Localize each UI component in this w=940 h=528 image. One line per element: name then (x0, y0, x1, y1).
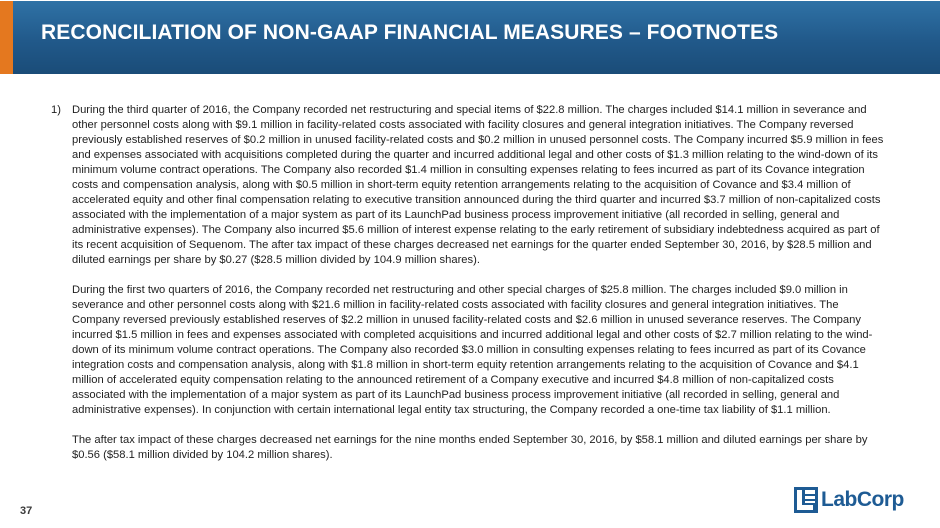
title-bar (0, 1, 940, 74)
footnote-paragraph-q3: During the third quarter of 2016, the Company recorded net restructuring and special items of $22.8 million. The charges included $14.1 million in severance and other personnel costs along with $9.1 million in facility-related costs associated with facility closures and general integration initiatives. The Company reversed previously established reserves of $0.2 million in unused facility-related costs and $0.2 million in unused personnel costs. The Company incurred $5.9 million in fees and expenses associated with acquisitions completed during the quarter and incurred additional legal and other costs of $1.3 million relating to the wind-down of its minimum volume contract operations. The Company also recorded $1.4 million in consulting expenses relating to fees incurred as part of its Covance integration costs and compensation analysis, along with $0.5 million in short-term equity retention arrangements relating to the acquisition of Covance and $3.4 million of accelerated equity and other final compensation relating to executive transition announced during the third quarter and incurred $3.7 million of non-capitalized costs associated with the implementation of a major system as part of its LaunchPad business process improvement initiative (all recorded in selling, general and administrative expenses). The Company also incurred $5.6 million of interest expense relating to the early retirement of subsidiary indebtedness acquired as part of its recent acquisition of Sequenom. The after tax impact of these charges decreased net earnings for the quarter ended September 30, 2016, by $28.5 million and diluted earnings per share by $0.27 ($28.5 million divided by 104.9 million shares). (72, 104, 884, 266)
labcorp-mark-icon (794, 487, 818, 513)
footnote-body (72, 103, 889, 463)
orange-accent-stripe (0, 1, 13, 74)
footnotes (51, 103, 889, 463)
labcorp-logo-text: LabCorp (821, 488, 904, 511)
labcorp-logo (794, 487, 904, 513)
footnote-paragraph-first-two-quarters: During the first two quarters of 2016, the Company recorded net restructuring and other special charges of $25.8 million. The charges included $9.0 million in severance and other personnel costs along with $21.6 million in facility-related costs associated with facility closures and general integration initiatives. The Company reversed previously established reserves of $2.2 million in unused facility-related costs and $2.6 million in unused severance reserves. The Company incurred $1.5 million in fees and expenses associated with completed acquisitions and incurred additional legal and other costs of $2.7 million relating to the wind-down of its minimum volume contract operations. The Company also recorded $3.0 million in consulting expenses relating to fees incurred as part of its Covance integration costs and compensation analysis, along with $1.8 million in short-term equity retention arrangements relating to the acquisition of Covance and $4.1 million of accelerated equity compensation relating to the announced retirement of a Company executive and incurred $4.8 million of non-capitalized costs associated with the implementation of a major system as part of its LaunchPad business process improvement initiative (all recorded in selling, general and administrative expenses). In conjunction with certain international legal entity tax structuring, the Company recorded a one-time tax liability of $1.1 million. (72, 284, 873, 416)
page-number: 37 (20, 505, 33, 517)
footnote-1 (51, 103, 889, 463)
footnote-paragraph-nine-months: The after tax impact of these charges decreased net earnings for the nine months ended September 30, 2016, by $58.1 million and diluted earnings per share by $0.56 ($58.1 million divided by 104.2 million shares). (72, 434, 868, 461)
page-title: RECONCILIATION OF NON-GAAP FINANCIAL MEASURES – FOOTNOTES (41, 21, 779, 44)
footnote-number: 1) (51, 104, 61, 116)
